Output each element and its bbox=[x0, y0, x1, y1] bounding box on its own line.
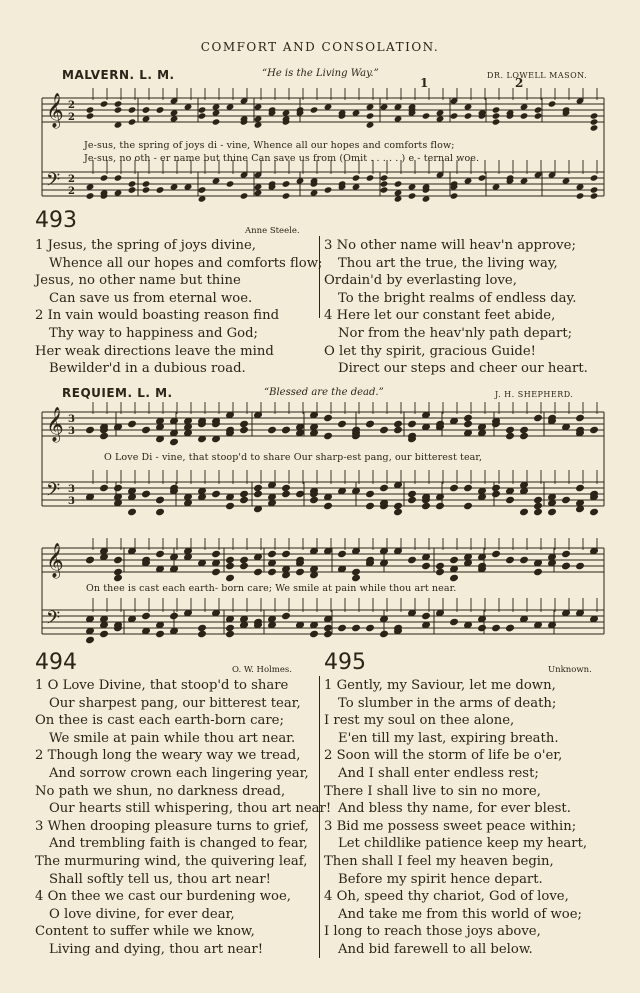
note-head bbox=[198, 112, 207, 119]
note-head bbox=[310, 630, 319, 637]
note-head bbox=[492, 118, 501, 125]
note-head bbox=[408, 490, 417, 497]
note-head bbox=[254, 490, 263, 497]
note-head bbox=[198, 186, 207, 193]
note-head bbox=[408, 496, 417, 503]
verse-line: 3 No other name will heav'n approve; bbox=[324, 238, 576, 253]
note-head bbox=[114, 100, 123, 107]
verse-line: To the bright realms of endless day. bbox=[338, 290, 577, 306]
note-head bbox=[240, 192, 249, 199]
verse-line: There I shall live to sin no more, bbox=[324, 783, 541, 799]
note-head bbox=[366, 420, 375, 427]
note-head bbox=[506, 556, 515, 563]
note-head bbox=[86, 636, 95, 643]
motto-malvern: “He is the Living Way.” bbox=[262, 68, 379, 79]
verse-line: Living and dying, thou art near! bbox=[49, 941, 264, 957]
note-head bbox=[338, 420, 347, 427]
verse-line: 1 O Love Divine, that stoop'd to share bbox=[35, 678, 289, 693]
note-head bbox=[142, 186, 151, 193]
note-head bbox=[268, 568, 277, 575]
note-head bbox=[226, 630, 235, 637]
note-head bbox=[142, 106, 151, 113]
verse-line: And sorrow crown each lingering year, bbox=[49, 765, 309, 781]
note-head bbox=[590, 118, 599, 125]
note-head bbox=[450, 574, 459, 581]
second-ending-number: 2 bbox=[515, 76, 524, 90]
music-score-requiem-1 bbox=[38, 402, 608, 527]
verse-line: Thou art the true, the living way, bbox=[338, 255, 558, 271]
note-head bbox=[114, 568, 123, 575]
treble-clef-icon: 𝄞 bbox=[46, 93, 64, 128]
note-head bbox=[506, 432, 515, 439]
note-head bbox=[338, 550, 347, 557]
time-signature: 3 bbox=[68, 426, 75, 437]
verse-line: 2 Though long the weary way we tread, bbox=[35, 748, 301, 764]
note-head bbox=[114, 556, 123, 563]
note-head bbox=[156, 186, 165, 193]
lyric-line-2-requiem: On thee is cast each earth- born care; We smile at pain while thou art near. bbox=[86, 583, 457, 594]
verse-line: Before my spirit hence depart. bbox=[338, 871, 543, 887]
note-head bbox=[380, 186, 389, 193]
note-head bbox=[100, 432, 109, 439]
note-head bbox=[492, 484, 501, 491]
note-head bbox=[114, 574, 123, 581]
note-head bbox=[450, 484, 459, 491]
note-head bbox=[366, 624, 375, 631]
note-head bbox=[492, 490, 501, 497]
note-head bbox=[156, 496, 165, 503]
verse-line: 2 In vain would boasting reason find bbox=[35, 308, 280, 324]
note-head bbox=[324, 624, 333, 631]
bass-clef-icon: 𝄢 bbox=[46, 608, 61, 633]
note-head bbox=[198, 106, 207, 113]
note-head bbox=[380, 484, 389, 491]
note-head bbox=[506, 496, 515, 503]
page-title: COMFORT AND CONSOLATION. bbox=[200, 40, 440, 54]
verse-line: Content to suffer while we know, bbox=[35, 924, 255, 940]
note-head bbox=[114, 174, 123, 181]
note-head bbox=[86, 112, 95, 119]
note-head bbox=[282, 192, 291, 199]
note-head bbox=[226, 562, 235, 569]
column-divider bbox=[319, 236, 320, 318]
note-head bbox=[422, 112, 431, 119]
note-head bbox=[142, 490, 151, 497]
verse-line: To slumber in the arms of death; bbox=[338, 695, 557, 711]
note-head bbox=[590, 426, 599, 433]
note-head bbox=[492, 550, 501, 557]
note-head bbox=[226, 502, 235, 509]
note-head bbox=[324, 432, 333, 439]
time-signature: 3 bbox=[68, 414, 75, 425]
note-head bbox=[282, 180, 291, 187]
note-head bbox=[226, 556, 235, 563]
verse-line: E'en till my last, expiring breath. bbox=[338, 730, 559, 746]
note-head bbox=[310, 496, 319, 503]
note-head bbox=[562, 550, 571, 557]
time-signature: 3 bbox=[68, 496, 75, 507]
tune-name-malvern: MALVERN. L. M. bbox=[62, 68, 175, 82]
note-head bbox=[240, 496, 249, 503]
note-head bbox=[590, 192, 599, 199]
note-head bbox=[422, 502, 431, 509]
note-head bbox=[86, 192, 95, 199]
note-head bbox=[128, 420, 137, 427]
note-head bbox=[590, 186, 599, 193]
note-head bbox=[128, 180, 137, 187]
note-head bbox=[282, 612, 291, 619]
note-head bbox=[296, 490, 305, 497]
time-signature: 2 bbox=[68, 186, 75, 197]
note-head bbox=[450, 618, 459, 625]
note-head bbox=[240, 426, 249, 433]
note-head bbox=[436, 562, 445, 569]
note-head bbox=[464, 112, 473, 119]
note-head bbox=[450, 556, 459, 563]
note-head bbox=[254, 568, 263, 575]
note-head bbox=[436, 568, 445, 575]
note-head bbox=[352, 568, 361, 575]
note-head bbox=[464, 414, 473, 421]
motto-requiem: “Blessed are the dead.” bbox=[264, 387, 384, 398]
note-head bbox=[520, 426, 529, 433]
first-ending-number: 1 bbox=[420, 76, 429, 90]
note-head bbox=[240, 420, 249, 427]
note-head bbox=[548, 100, 557, 107]
verse-line: 1 Gently, my Saviour, let me down, bbox=[324, 678, 556, 693]
note-head bbox=[422, 612, 431, 619]
note-head bbox=[506, 426, 515, 433]
lyric-line-2-malvern: Je-sus, no oth - er name but thine Can save us from (Omit . . . . . ) e - ternal woe. bbox=[84, 153, 480, 164]
verse-line: Ordain'd by everlasting love, bbox=[324, 273, 517, 289]
verse-line: 3 Bid me possess sweet peace within; bbox=[324, 818, 577, 834]
note-head bbox=[156, 550, 165, 557]
note-head bbox=[394, 420, 403, 427]
note-head bbox=[282, 484, 291, 491]
verse-line: And take me from this world of woe; bbox=[338, 906, 582, 922]
note-head bbox=[100, 630, 109, 637]
verse-line: I long to reach those joys above, bbox=[324, 924, 541, 940]
note-head bbox=[492, 106, 501, 113]
note-head bbox=[590, 112, 599, 119]
note-head bbox=[520, 112, 529, 119]
verse-line: Nor from the heav'nly path depart; bbox=[338, 325, 573, 341]
note-head bbox=[324, 414, 333, 421]
treble-clef-icon: 𝄞 bbox=[46, 407, 64, 442]
verse-line: The murmuring wind, the quivering leaf, bbox=[35, 853, 308, 869]
note-head bbox=[128, 118, 137, 125]
note-head bbox=[436, 502, 445, 509]
note-head bbox=[394, 180, 403, 187]
note-head bbox=[128, 186, 137, 193]
note-head bbox=[226, 180, 235, 187]
treble-clef-icon: 𝄞 bbox=[46, 543, 64, 578]
note-head bbox=[464, 484, 473, 491]
note-head bbox=[86, 106, 95, 113]
note-head bbox=[366, 502, 375, 509]
verse-line: 4 Here let our constant feet abide, bbox=[324, 308, 556, 324]
note-head bbox=[492, 112, 501, 119]
verses-494 bbox=[35, 677, 331, 959]
note-head bbox=[324, 186, 333, 193]
verses-495 bbox=[324, 677, 587, 959]
note-head bbox=[282, 490, 291, 497]
note-head bbox=[520, 432, 529, 439]
lyric-line-1-malvern: Je-sus, the spring of joys di - vine, Whence all our hopes and comforts flow; bbox=[84, 140, 455, 151]
note-head bbox=[450, 112, 459, 119]
verse-line: Thy way to happiness and God; bbox=[49, 325, 258, 341]
verse-line: Whence all our hopes and comforts flow; bbox=[49, 255, 323, 271]
verse-line: Can save us from eternal woe. bbox=[49, 290, 253, 306]
hymn-number-495: 495 bbox=[324, 650, 366, 675]
note-head bbox=[86, 426, 95, 433]
note-head bbox=[212, 550, 221, 557]
note-head bbox=[128, 106, 137, 113]
note-head bbox=[352, 624, 361, 631]
verse-line: 2 Soon will the storm of life be o'er, bbox=[324, 748, 563, 764]
note-head bbox=[366, 112, 375, 119]
note-head bbox=[114, 106, 123, 113]
note-head bbox=[324, 502, 333, 509]
verse-line: Bewilder'd in a dubious road. bbox=[49, 361, 246, 377]
note-head bbox=[170, 612, 179, 619]
note-head bbox=[492, 624, 501, 631]
note-head bbox=[100, 484, 109, 491]
verse-line: Direct our steps and cheer our heart. bbox=[338, 361, 588, 377]
verse-line: And trembling faith is changed to fear, bbox=[49, 836, 308, 852]
note-head bbox=[268, 550, 277, 557]
note-head bbox=[576, 484, 585, 491]
note-head bbox=[520, 508, 529, 515]
note-head bbox=[324, 630, 333, 637]
verse-line: Then shall I feel my heaven begin, bbox=[324, 853, 554, 869]
note-head bbox=[86, 556, 95, 563]
note-head bbox=[408, 420, 417, 427]
music-score-requiem-2 bbox=[38, 538, 608, 650]
note-head bbox=[212, 118, 221, 125]
verse-line: No path we shun, no darkness dread, bbox=[35, 783, 286, 799]
note-head bbox=[548, 508, 557, 515]
note-head bbox=[380, 426, 389, 433]
note-head bbox=[100, 174, 109, 181]
note-head bbox=[576, 414, 585, 421]
note-head bbox=[142, 426, 151, 433]
column-divider bbox=[319, 676, 320, 958]
note-head bbox=[114, 484, 123, 491]
note-head bbox=[352, 174, 361, 181]
bass-clef-icon: 𝄢 bbox=[46, 170, 61, 195]
bass-clef-icon: 𝄢 bbox=[46, 480, 61, 505]
note-head bbox=[352, 574, 361, 581]
note-head bbox=[408, 556, 417, 563]
verse-line: Our sharpest pang, our bitterest tear, bbox=[49, 695, 301, 711]
note-head bbox=[562, 496, 571, 503]
note-head bbox=[296, 568, 305, 575]
verse-line: O love divine, for ever dear, bbox=[49, 906, 235, 922]
note-head bbox=[422, 562, 431, 569]
note-head bbox=[534, 414, 543, 421]
note-head bbox=[142, 180, 151, 187]
note-head bbox=[240, 562, 249, 569]
time-signature: 2 bbox=[68, 174, 75, 185]
note-head bbox=[226, 574, 235, 581]
note-head bbox=[520, 556, 529, 563]
verse-line: Let childlike patience keep my heart, bbox=[338, 836, 588, 852]
composer-malvern: DR. LOWELL MASON. bbox=[487, 71, 588, 80]
verse-line: And bid farewell to all below. bbox=[338, 941, 533, 957]
time-signature: 3 bbox=[68, 484, 75, 495]
note-head bbox=[212, 568, 221, 575]
note-head bbox=[128, 508, 137, 515]
note-head bbox=[268, 426, 277, 433]
note-head bbox=[170, 438, 179, 445]
verse-line: And I shall enter endless rest; bbox=[338, 765, 539, 781]
note-head bbox=[240, 556, 249, 563]
note-head bbox=[534, 112, 543, 119]
note-head bbox=[142, 612, 151, 619]
verses-493-left bbox=[35, 237, 322, 378]
note-head bbox=[156, 630, 165, 637]
note-head bbox=[394, 502, 403, 509]
note-head bbox=[100, 100, 109, 107]
time-signature: 2 bbox=[68, 112, 75, 123]
note-head bbox=[282, 426, 291, 433]
note-head bbox=[254, 484, 263, 491]
note-head bbox=[562, 562, 571, 569]
verse-line: And bless thy name, for ever blest. bbox=[338, 801, 571, 817]
note-head bbox=[464, 420, 473, 427]
note-head bbox=[590, 124, 599, 131]
note-head bbox=[380, 630, 389, 637]
verse-line: We smile at pain while thou art near. bbox=[49, 730, 296, 746]
verse-line: 1 Jesus, the spring of joys divine, bbox=[35, 238, 257, 253]
composer-requiem: J. H. SHEPHERD. bbox=[495, 390, 574, 399]
verse-line: I rest my soul on thee alone, bbox=[324, 713, 515, 729]
note-head bbox=[576, 192, 585, 199]
note-head bbox=[380, 180, 389, 187]
note-head bbox=[212, 490, 221, 497]
note-head bbox=[394, 508, 403, 515]
verse-line: Jesus, no other name but thine bbox=[35, 273, 241, 289]
note-head bbox=[394, 426, 403, 433]
note-head bbox=[534, 508, 543, 515]
verse-line: Shall softly tell us, thou art near! bbox=[49, 871, 271, 887]
note-head bbox=[240, 490, 249, 497]
note-head bbox=[366, 490, 375, 497]
note-head bbox=[310, 106, 319, 113]
author-494: O. W. Holmes. bbox=[232, 665, 292, 675]
note-head bbox=[534, 496, 543, 503]
note-head bbox=[534, 568, 543, 575]
verses-493-right bbox=[324, 237, 588, 378]
note-head bbox=[478, 174, 487, 181]
author-493: Anne Steele. bbox=[245, 226, 300, 236]
note-head bbox=[156, 508, 165, 515]
note-head bbox=[506, 624, 515, 631]
note-head bbox=[450, 192, 459, 199]
note-head bbox=[198, 630, 207, 637]
note-head bbox=[590, 508, 599, 515]
note-head bbox=[380, 174, 389, 181]
note-head bbox=[338, 624, 347, 631]
verse-line: 4 Oh, speed thy chariot, God of love, bbox=[324, 889, 569, 905]
verse-line: Our hearts still whispering, thou art near! bbox=[49, 801, 332, 817]
verse-line: On thee is cast each earth-born care; bbox=[35, 713, 284, 729]
note-head bbox=[226, 624, 235, 631]
note-head bbox=[366, 174, 375, 181]
verse-line: 3 When drooping pleasure turns to grief, bbox=[35, 818, 309, 834]
note-head bbox=[534, 502, 543, 509]
time-signature: 2 bbox=[68, 100, 75, 111]
author-495: Unknown. bbox=[548, 665, 592, 675]
note-head bbox=[282, 550, 291, 557]
note-head bbox=[156, 106, 165, 113]
note-head bbox=[576, 562, 585, 569]
verse-line: 4 On thee we cast our burdening woe, bbox=[35, 889, 291, 905]
note-head bbox=[534, 106, 543, 113]
note-head bbox=[408, 192, 417, 199]
note-head bbox=[478, 624, 487, 631]
note-head bbox=[464, 502, 473, 509]
tune-name-requiem: REQUIEM. L. M. bbox=[62, 386, 173, 400]
note-head bbox=[590, 174, 599, 181]
hymn-number-493: 493 bbox=[35, 208, 77, 233]
verse-line: O let thy spirit, gracious Guide! bbox=[324, 343, 536, 359]
note-head bbox=[198, 624, 207, 631]
lyric-line-1-requiem: O Love Di - vine, that stoop'd to share Our sharp-est pang, our bitterest tear, bbox=[104, 452, 483, 463]
verse-line: Her weak directions leave the mind bbox=[35, 343, 274, 359]
hymn-number-494: 494 bbox=[35, 650, 77, 675]
